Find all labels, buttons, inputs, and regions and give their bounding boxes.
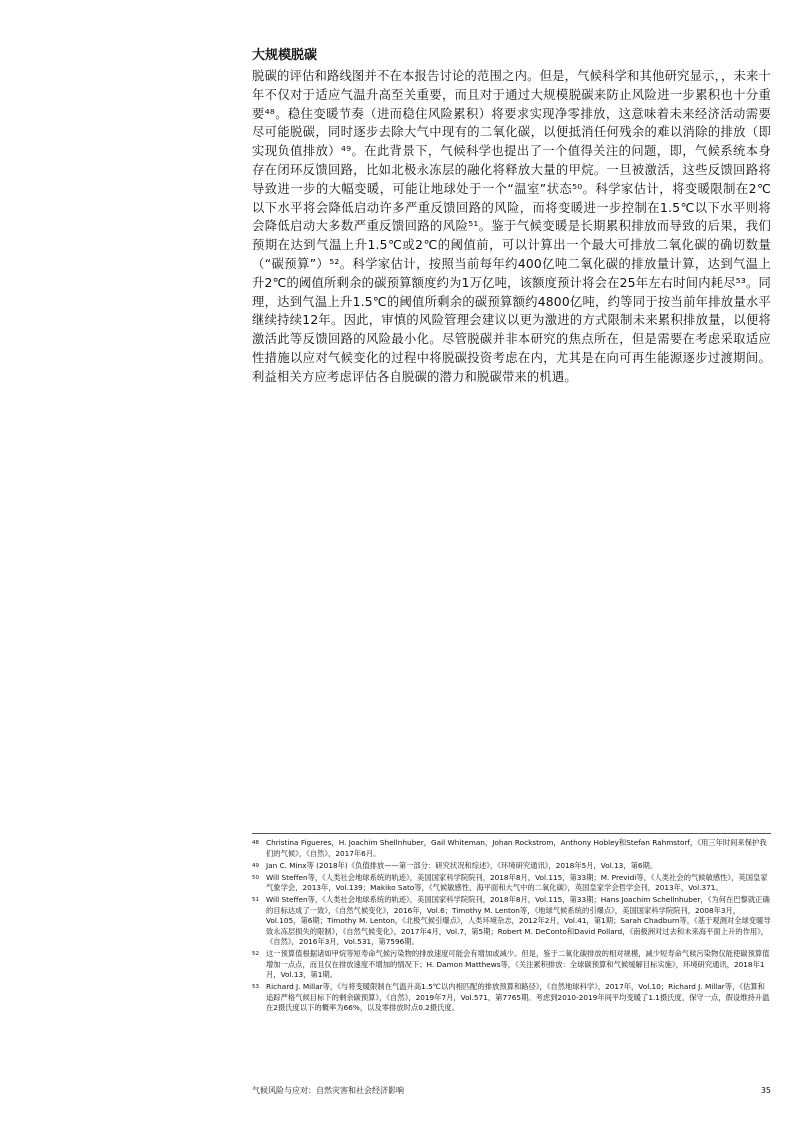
footnote-text: Will Steffen等，《人类社会地球系统的轨迹》，美国国家科学院院刊，2018年8月，Vol.115，第33期；Hans Joachim Schellnhuber，《为何在巴黎就正确的目标达成了一致》，《自然气候变化》，2016年，Vol.6；Timothy M. Lenton等，《地球气候系统的引爆点》，美国国家科学院院刊，2008年3月，Vol.105，第6期；Timothy M. Lenton，《北极气候引爆点》，人类环境杂志，2012年2月，Vol.41，第1期；Sarah Chadburn等，《基于观测对全球变暖导致永冻层损失的限制》，《自然气候变化》，2017年4月，Vol.7，第5期；Robert M. DeConto和David Pollard，《南极洲对过去和未来海平面上升的作用》，《自然》，2016年3月，Vol.531，第7596期。 <box>266 895 771 946</box>
footnote-text: Christina Figueres，H. Joachim Shellnhuber，Gail Whiteman，Johan Rockstrom，Anthony Hobley和Stefan Rahmstorf，《用三年时间来保护我们的气候》，《自然》，2017年6月。 <box>266 838 767 858</box>
footnotes-list <box>252 838 771 1015</box>
footnote-50 <box>252 873 771 894</box>
footnote-text: 这一预算值根据诸如甲烷等短寿命气候污染物的排放速度可能会有增加或减少。但是，鉴于二氧化碳排放的相对规模，减少短寿命气候污染物仅能使碳预算值增加一点点，而且仅在排放速度不增加的情况下；H. Damon Matthews等，《关注累积排放：全球碳预算和气候缓解目标实施》，环境研究通讯，2018年1月，Vol.13，第1期。 <box>266 949 770 979</box>
footnote-number: 49 <box>252 862 259 869</box>
footnote-number: 48 <box>252 840 259 846</box>
body-paragraph: 脱碳的评估和路线图并不在本报告讨论的范围之内。但是，气候科学和其他研究显示，，未来十年不仅对于适应气温升高至关重要，而且对于通过大规模脱碳来防止风险进一步累积也十分重要⁴⁸。稳住变暖节奏（进而稳住风险累积）将要求实现净零排放，这意味着未来经济活动需要尽可能脱碳，同时逐步去除大气中现有的二氧化碳，以便抵消任何残余的难以消除的排放（即实现负值排放）⁴⁹。在此背景下，气候科学也提出了一个值得关注的问题，即，气候系统本身存在闭环反馈回路，比如北极永冻层的融化将释放大量的甲烷。一旦被激活，这些反馈回路将导致进一步的大幅变暖，可能让地球处于一个“温室”状态⁵⁰。科学家估计，将变暖限制在2℃以下水平将会降低启动许多严重反馈回路的风险，而将变暖进一步控制在1.5℃以下水平则将会降低启动大多数严重反馈回路的风险⁵¹。鉴于气候变暖是长期累积排放而导致的后果，我们预期在达到气温上升1.5℃或2℃的阈值前，可以计算出一个最大可排放二氧化碳的确切数量（“碳预算”）⁵²。科学家估计，按照当前每年约400亿吨二氧化碳的排放量计算，达到气温上升2℃的阈值所剩余的碳预算额度约为1万亿吨，该额度预计将会在25年左右时间内耗尽⁵³。同理，达到气温上升1.5℃的阈值所剩余的碳预算额约4800亿吨，约等同于按当前年排放量水平继续持续12年。因此，审慎的风险管理会建议以更为激进的方式限制未来累积排放量，以便将激活此等反馈回路的风险最小化。尽管脱碳并非本研究的焦点所在，但是需要在考虑采取适应性措施以应对气候变化的过程中将脱碳投资考虑在内，尤其是在向可再生能源逐步过渡期间。利益相关方应考虑评估各自脱碳的潜力和脱碳带来的机遇。 <box>252 69 771 384</box>
footnote-text: Jan C. Minx等 (2018年)《负值排放——第一部分：研究状况和综述》，《环境研究通讯》，2018年5月，Vol.13，第6期。 <box>266 860 658 870</box>
footnote-49 <box>252 861 771 872</box>
footnote-text: Will Steffen等，《人类社会地球系统的轨迹》，美国国家科学院院刊，2018年8月，Vol.115，第33期；M. Previdi等，《人类社会的气候敏感性》，英国皇家气象学会，2013年，Vol.139；Makiko Sato等，《气候敏感性、海平面和大气中的二氧化碳》，英国皇家学会哲学会刊，2013年，Vol.371。 <box>266 872 768 892</box>
footnote-number: 51 <box>252 897 259 903</box>
footnote-53 <box>252 982 771 1014</box>
footnote-number: 52 <box>252 951 259 957</box>
page-number: 35 <box>760 1086 771 1095</box>
footnote-text: Richard J. Millar等，《与将变暖限制在气温升高1.5℃以内相匹配的排放预算和路径》，《自然地球科学》，2017年，Vol.10；Richard J. Millar等，《估算和追踪严格气候目标下的剩余碳预算》，《自然》，2019年7月，Vol.571，第7765期。考虑到2010-2019年间平均变暖了1.1摄氏度，保守一点，假设维持升温在2摄氏度以下的概率为66%，以及零排放时点0.2摄氏度。 <box>266 982 770 1012</box>
footnote-48 <box>252 838 771 859</box>
footnote-divider <box>252 833 771 834</box>
footnote-52 <box>252 949 771 981</box>
footnote-51 <box>252 895 771 948</box>
footnote-number: 50 <box>252 874 259 881</box>
footer-report-title: 气候风险与应对：自然灾害和社会经济影响 <box>252 1086 404 1095</box>
section-title: 大规模脱碳 <box>252 48 318 63</box>
footnote-number: 53 <box>252 984 259 990</box>
